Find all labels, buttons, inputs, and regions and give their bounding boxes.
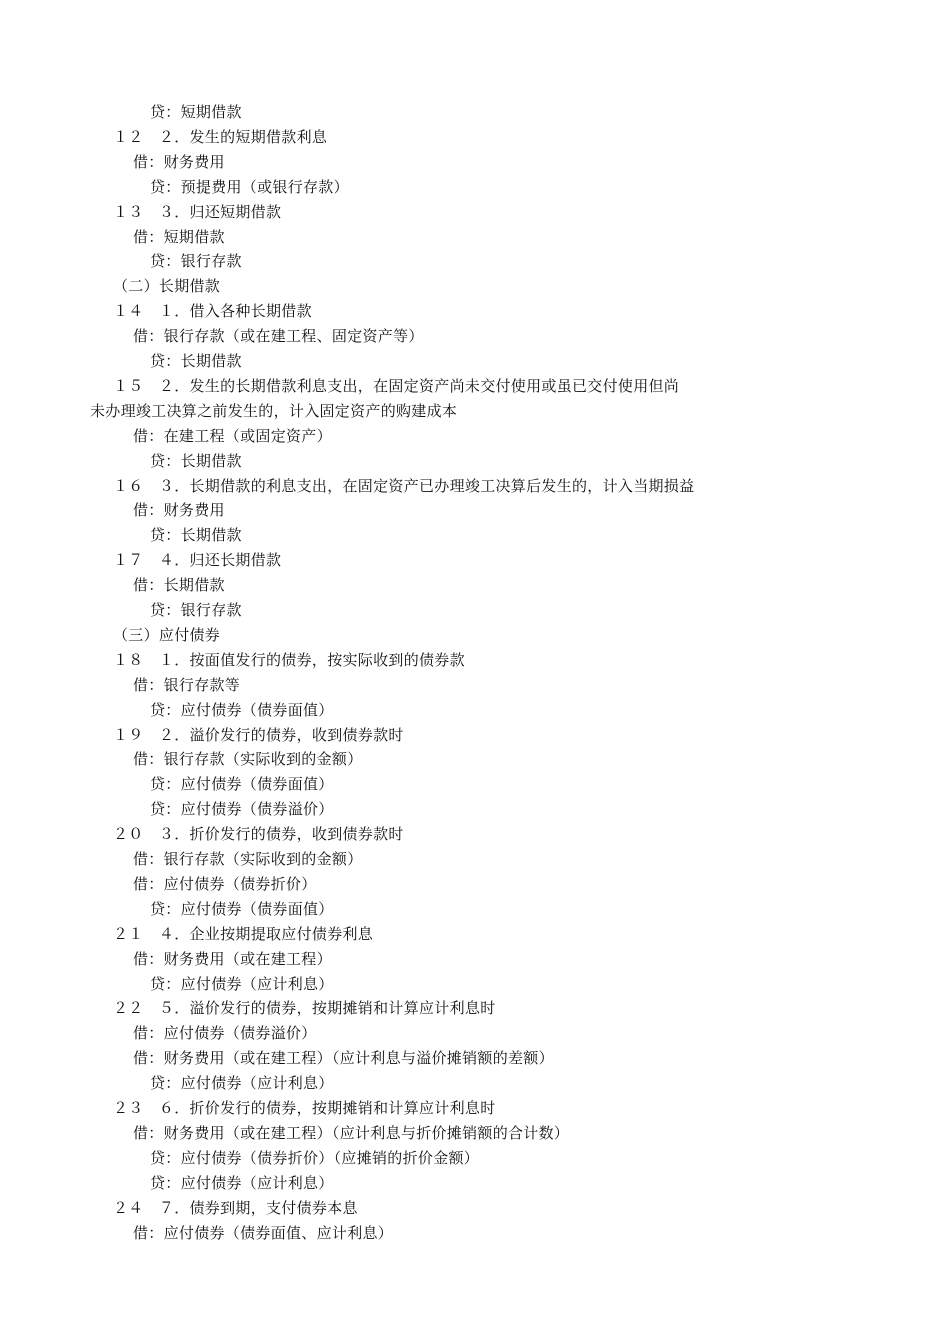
document-line: 贷：应付债券（债券面值） [150, 899, 334, 918]
document-line: １６ ３．长期借款的利息支出，在固定资产已办理竣工决算后发生的，计入当期损益 [113, 476, 695, 495]
document-line: 贷：银行存款 [150, 601, 242, 619]
document-line: 贷：长期借款 [150, 451, 242, 470]
document-line: １７ ４．归还长期借款 [113, 551, 282, 570]
document-line: １３ ３．归还短期借款 [113, 202, 282, 221]
document-line: 借：长期借款 [133, 576, 225, 595]
document-line: 借：财务费用（或在建工程）（应计利息与溢价摊销额的差额） [133, 1049, 554, 1068]
document-line: ２３ ６．折价发行的债券，按期摊销和计算应计利息时 [113, 1099, 496, 1117]
document-line: 借：财务费用（或在建工程） [133, 949, 332, 968]
document-line: 借：银行存款（或在建工程、固定资产等） [133, 327, 424, 346]
document-line: 借：短期借款 [133, 227, 225, 246]
document-line: 借：银行存款（实际收到的金额） [133, 850, 363, 868]
document-line: 借：银行存款（实际收到的金额） [133, 750, 363, 769]
document-line: １４ １．借入各种长期借款 [113, 302, 312, 321]
document-line: 未办理竣工决算之前发生的，计入固定资产的购建成本 [90, 401, 458, 420]
document-line: 贷：应付债券（债券面值） [150, 700, 334, 719]
document-line: （二）长期借款 [113, 277, 221, 296]
document-line: 借：财务费用 [133, 152, 225, 171]
document-line: 贷：应付债券（应计利息） [150, 974, 334, 993]
document-line: 借：财务费用 [133, 501, 225, 520]
document-line: （三）应付债券 [113, 625, 221, 644]
document-line: ２４ ７．债券到期，支付债券本息 [113, 1198, 358, 1217]
document-line: 借：在建工程（或固定资产） [133, 426, 332, 445]
document-line: 借：应付债券（债券折价） [133, 874, 317, 893]
document-line: １２ ２．发生的短期借款利息 [113, 127, 328, 146]
document-line: ２１ ４．企业按期提取应付债券利息 [113, 924, 374, 943]
document-line: 贷：预提费用（或银行存款） [150, 177, 349, 196]
document-line: 贷：短期借款 [150, 103, 242, 121]
document-line: 贷：应付债券（应计利息） [150, 1173, 334, 1192]
document-line: 借：应付债券（债券溢价） [133, 1024, 317, 1043]
document-line: 借：银行存款等 [133, 675, 241, 694]
document-line: 贷：长期借款 [150, 526, 242, 545]
document-line: 贷：银行存款 [150, 252, 242, 271]
document-line: １５ ２．发生的长期借款利息支出，在固定资产尚未交付使用或虽已交付使用但尚 [113, 376, 680, 395]
document-line: 借：财务费用（或在建工程）（应计利息与折价摊销额的合计数） [133, 1123, 570, 1142]
document-line: 贷：应付债券（债券溢价） [150, 800, 334, 819]
document-line: 贷：应付债券（债券折价）（应摊销的折价金额） [150, 1148, 480, 1167]
document-line: 贷：应付债券（应计利息） [150, 1074, 334, 1093]
document-line: 贷：应付债券（债券面值） [150, 775, 334, 794]
document-line: 贷：长期借款 [150, 352, 242, 370]
document-line: ２２ ５．溢价发行的债券，按期摊销和计算应计利息时 [113, 999, 496, 1018]
document-line: １８ １．按面值发行的债券，按实际收到的债券款 [113, 650, 465, 669]
document-line: 借：应付债券（债券面值、应计利息） [133, 1223, 394, 1242]
document-line: ２０ ３．折价发行的债券，收到债券款时 [113, 825, 404, 844]
document-line: １９ ２．溢价发行的债券，收到债券款时 [113, 725, 404, 744]
